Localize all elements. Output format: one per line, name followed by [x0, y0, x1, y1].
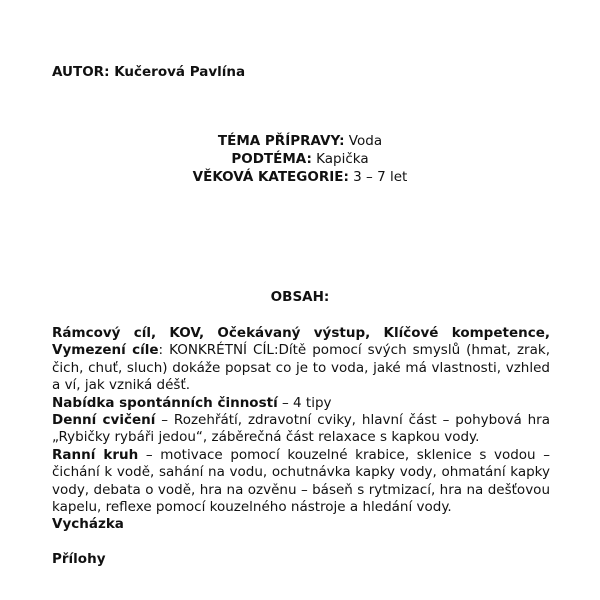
age-line — [0, 168, 600, 186]
goals-paragraph — [52, 325, 550, 395]
subtopic-label: PODTÉMA: — [231, 151, 312, 167]
subtopic-value: Kapička — [316, 151, 369, 167]
attachments-label: Přílohy — [52, 551, 106, 567]
walk-paragraph — [52, 516, 550, 533]
age-value: 3 – 7 let — [353, 169, 408, 185]
offer-text: – 4 tipy — [277, 394, 332, 411]
topic-label: TÉMA PŘÍPRAVY: — [217, 133, 345, 149]
circle-label: Ranní kruh — [52, 446, 139, 463]
exercise-text: – Rozehřátí, zdravotní cviky, hlavní část – pohybová hra „Rybičky rybáři jedou“, záběrečná část relaxace s kapkou vody. — [52, 412, 550, 446]
exercise-label: Denní cvičení — [52, 412, 156, 429]
goals-label: Rámcový cíl, KOV, Očekávaný výstup, Klíčové kompetence, Vymezení cíle — [52, 325, 550, 359]
theme-block — [0, 132, 600, 186]
author-line — [52, 64, 245, 80]
circle-paragraph — [52, 447, 550, 517]
circle-text: – motivace pomocí kouzelné krabice, sklenice s vodou – čichání k vodě, sahání na vodu, ochutnávka kapky vody, ohmatání kapky vody, debata o vodě, hra na ozvěnu – báseň s rytmizací, hra na dešťovou kapelu, reflexe pomocí kouzelného nástroje a hledání vody. — [52, 446, 550, 516]
topic-line — [0, 132, 600, 150]
content-section — [52, 325, 550, 534]
offer-paragraph — [52, 395, 550, 412]
goals-text: : KONKRÉTNÍ CÍL:Dítě pomocí svých smyslů (hmat, zrak, čich, chuť, sluch) dokáže popsat co je to voda, jaké má vlastnosti, vzhled a ví, jak vzniká déšť. — [52, 342, 550, 394]
topic-value: Voda — [348, 133, 383, 149]
offer-label: Nabídka spontánních činností — [52, 394, 278, 411]
author-label: AUTOR: — [52, 64, 110, 80]
walk-label: Vycházka — [52, 516, 124, 533]
exercise-paragraph — [52, 412, 550, 447]
age-label: VĚKOVÁ KATEGORIE: — [192, 169, 349, 185]
author-name: Kučerová Pavlína — [114, 64, 246, 80]
subtopic-line — [0, 150, 600, 168]
obsah-heading: OBSAH: — [270, 289, 330, 305]
